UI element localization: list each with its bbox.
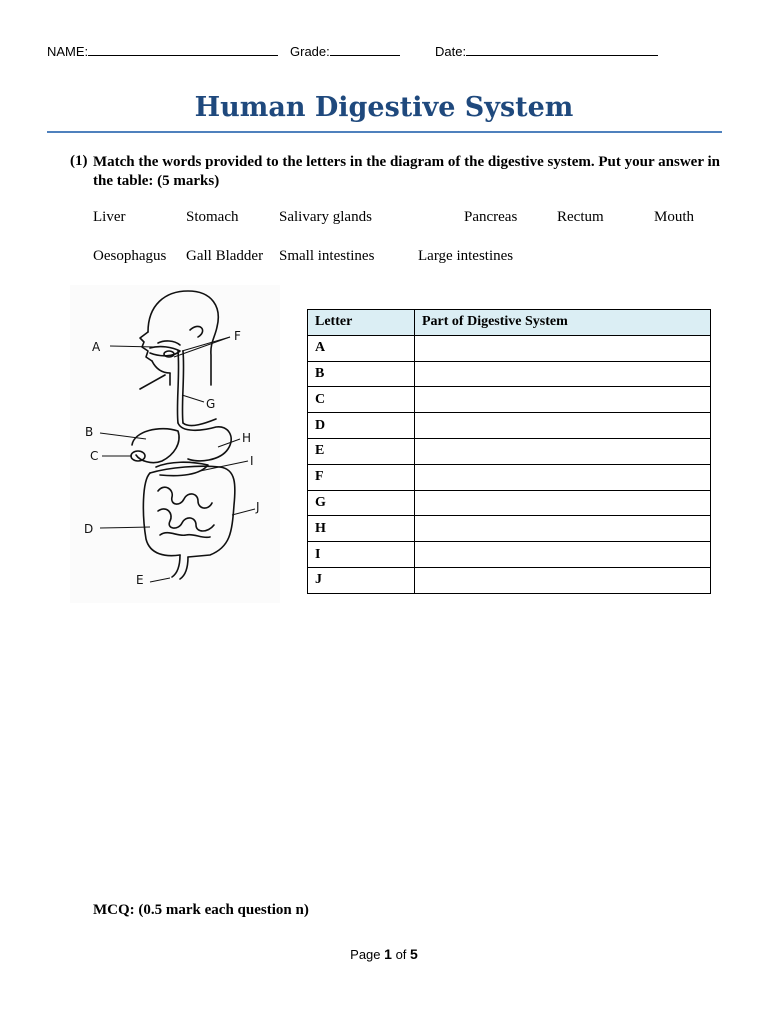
table-row (308, 464, 711, 490)
column-header-part: Part of Digestive System (415, 310, 711, 336)
diagram-label-a: A (92, 340, 101, 354)
word-small-intestines: Small intestines (279, 248, 375, 264)
diagram-label-i: I (250, 454, 254, 468)
answer-cell[interactable] (415, 438, 711, 464)
name-label: NAME: (47, 44, 89, 59)
row-letter: E (308, 438, 415, 464)
date-field (435, 43, 658, 59)
column-header-letter: Letter (308, 310, 415, 336)
word-large-intestines: Large intestines (418, 248, 514, 264)
name-blank[interactable] (88, 43, 278, 56)
question-number: (1) (70, 153, 88, 169)
row-letter: A (308, 335, 415, 361)
row-letter: G (308, 490, 415, 516)
answer-cell[interactable] (415, 464, 711, 490)
diagram-label-f: F (234, 329, 241, 343)
diagram-label-e: E (136, 573, 144, 587)
row-letter: B (308, 361, 415, 387)
row-letter: F (308, 464, 415, 490)
answer-cell[interactable] (415, 387, 711, 413)
word-mouth: Mouth (654, 209, 695, 225)
date-blank[interactable] (466, 43, 658, 56)
table-row (308, 516, 711, 542)
title-divider (47, 131, 722, 133)
page-word: Page (350, 947, 381, 962)
diagram-label-j: J (256, 500, 260, 514)
answer-cell[interactable] (415, 413, 711, 439)
diagram-label-g: G (206, 397, 216, 411)
table-row (308, 413, 711, 439)
diagram-label-b: B (85, 425, 94, 439)
table-header-row (308, 310, 711, 336)
answer-table (307, 309, 711, 594)
word-gall-bladder: Gall Bladder (186, 248, 264, 264)
table-row (308, 490, 711, 516)
page-footer (0, 946, 768, 962)
diagram-label-h: H (242, 431, 252, 445)
answer-cell[interactable] (415, 490, 711, 516)
table-row (308, 361, 711, 387)
answer-cell[interactable] (415, 542, 711, 568)
row-letter: H (308, 516, 415, 542)
page-title: Human Digestive System (194, 92, 574, 123)
word-salivary-glands: Salivary glands (279, 209, 372, 225)
grade-label: Grade: (290, 44, 330, 59)
grade-field (290, 43, 400, 59)
total-pages: 5 (410, 946, 418, 962)
diagram-label-c: C (90, 449, 99, 463)
word-rectum: Rectum (557, 209, 604, 225)
table-row (308, 567, 711, 593)
date-label: Date: (435, 44, 467, 59)
digestive-system-diagram (70, 285, 280, 603)
word-pancreas: Pancreas (464, 209, 518, 225)
row-letter: J (308, 567, 415, 593)
row-letter: C (308, 387, 415, 413)
answer-cell[interactable] (415, 567, 711, 593)
current-page: 1 (384, 946, 392, 962)
answer-cell[interactable] (415, 361, 711, 387)
mcq-heading: MCQ: (0.5 mark each question n) (93, 902, 309, 918)
row-letter: D (308, 413, 415, 439)
answer-cell[interactable] (415, 516, 711, 542)
table-row (308, 542, 711, 568)
grade-blank[interactable] (330, 43, 400, 56)
word-stomach: Stomach (186, 209, 239, 225)
table-row (308, 335, 711, 361)
name-field (47, 43, 278, 59)
word-liver: Liver (93, 209, 126, 225)
question-text: Match the words provided to the letters in the diagram of the digestive system. Put your answer in the table: (5 marks) (93, 154, 720, 189)
diagram-label-d: D (84, 522, 94, 536)
word-oesophagus: Oesophagus (93, 248, 167, 264)
table-row (308, 438, 711, 464)
table-row (308, 387, 711, 413)
answer-cell[interactable] (415, 335, 711, 361)
of-word: of (395, 947, 407, 962)
row-letter: I (308, 542, 415, 568)
